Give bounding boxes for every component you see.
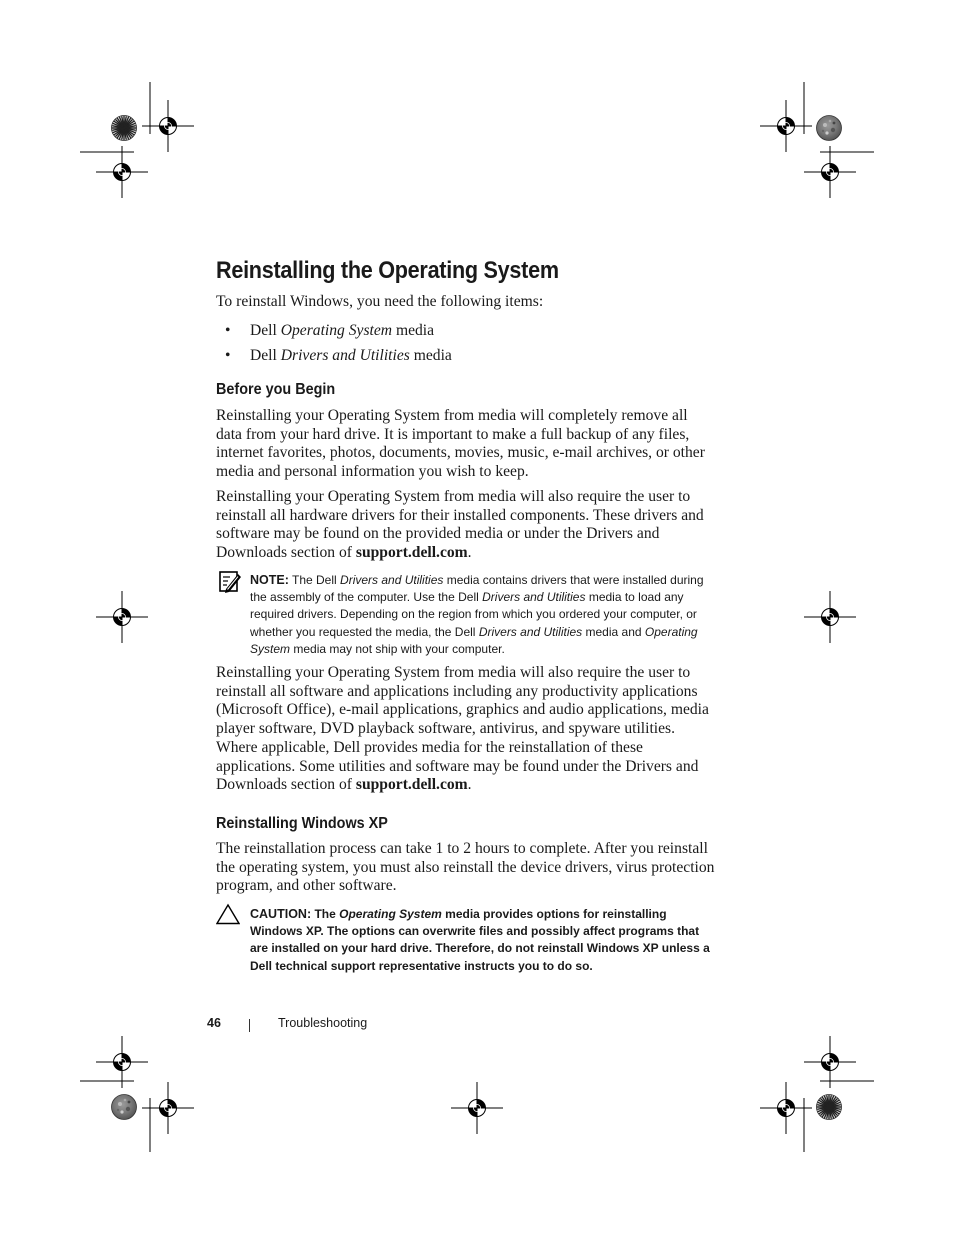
list-item: • Dell Drivers and Utilities media xyxy=(216,343,452,368)
note-icon xyxy=(216,570,242,594)
paragraph: Reinstalling your Operating System from media will also require the user to reinstall all software and applications including any productivity applications (Microsoft Office), e-mail applications, graphics and audio applications, media player software, DVD playback software, antivirus, and spyware utilities. Where applicable, Dell provides media for the reinstallation of these applications. Some utilities and software may be found under the Drivers and Downloads section of support.dell.com. xyxy=(216,664,709,794)
page-title: Reinstalling the Operating System xyxy=(216,257,559,284)
paragraph: Reinstalling your Operating System from media will completely remove all data from your hard drive. It is important to make a full backup of any files, internet favorites, photos, documents, movies, music, e-mail archives, or other media and personal information you wish to keep. xyxy=(216,407,705,481)
list-item: • Dell Operating System media xyxy=(216,318,452,343)
note-label: NOTE: xyxy=(250,573,289,587)
footer-section: Troubleshooting xyxy=(278,1016,368,1030)
intro-text: To reinstall Windows, you need the following items: xyxy=(216,293,544,310)
section-heading-reinstalling-windows-xp: Reinstalling Windows XP xyxy=(216,815,388,832)
paragraph: Reinstalling your Operating System from media will also require the user to reinstall all hardware drivers for their installed components. These drivers and software may be found on the provided media or under the Drivers and Downloads section of support.dell.com. xyxy=(216,488,704,562)
caution-box: CAUTION: The Operating System media provides options for reinstalling Windows XP. The options can overwrite files and possibly affect programs that are installed on your hard drive. Therefore, do not reinstall Windows XP unless a Dell technical support representative instructs you to do so. xyxy=(250,907,710,973)
bullet: • xyxy=(225,347,231,364)
support-link[interactable]: support.dell.com xyxy=(355,776,468,794)
page-footer xyxy=(207,1016,616,1034)
section-heading-before-you-begin: Before you Begin xyxy=(216,381,336,398)
paragraph: The reinstallation process can take 1 to 2 hours to complete. After you reinstall the operating system, you must also reinstall the device drivers, virus protection program, and other software. xyxy=(216,840,715,895)
footer-divider xyxy=(249,1019,250,1032)
note-box: NOTE: The Dell Drivers and Utilities media contains drivers that were installed during the assembly of the computer. Use the Dell Drivers and Utilities media to load any required drivers. Depending on the region from which you ordered your computer, or whether you requested the media, the Dell Drivers and Utilities media and Operating System media may not ship with your computer. xyxy=(250,573,704,656)
required-items-list xyxy=(216,318,452,368)
caution-label: CAUTION: xyxy=(250,907,312,921)
page-number: 46 xyxy=(207,1016,221,1030)
support-link[interactable]: support.dell.com xyxy=(355,544,468,562)
caution-icon xyxy=(216,903,240,925)
bullet: • xyxy=(225,322,231,339)
